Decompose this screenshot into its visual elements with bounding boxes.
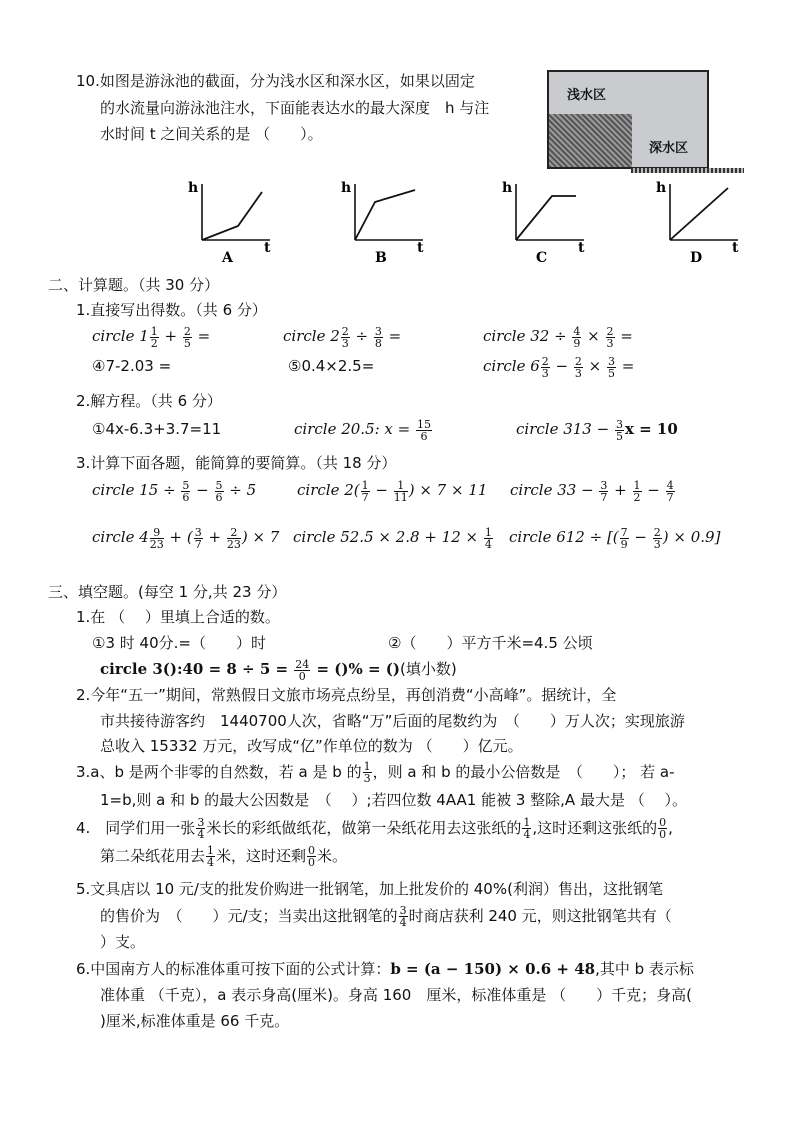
pool-shallow-floor — [549, 114, 632, 167]
s2-p1-d: ④7-2.03 = — [92, 357, 172, 375]
s3-q6-line1: 6.中国南方人的标准体重可按下面的公式计算：b = (a − 150) × 0.6 + 48,其中 b 表示标 — [76, 960, 694, 978]
s3-q4-line2: 第二朵纸花用去 $\frac{1}{4}$ 米，这时还剩 $\frac{0}{0}$ 米。 — [100, 844, 348, 869]
s2-p3-c: circle 33 − $\frac{3}{7}$ + $\frac{1}{2}$ − $\frac{4}{7}$ — [510, 478, 674, 504]
s3-q2-line2: 市共接待游客约 1440700人次，省略“万”后面的尾数约为 （ ）万人次；实现旅游 — [100, 712, 685, 730]
s3-q1-title: 1.在 （ ）里填上合适的数。 — [76, 608, 280, 626]
s2-p3-a: circle 15 ÷ $\frac{5}{6}$ − $\frac{5}{6}$ ÷ 5 — [92, 478, 257, 504]
s2-p1-b: circle 2 $\frac{2}{3}$ ÷ $\frac{3}{8}$ = — [283, 324, 402, 350]
graph-b-h: h — [341, 180, 352, 196]
s3-q5-line3: ）支。 — [100, 933, 146, 951]
s2-p3-f: circle 612 ÷ [( $\frac{7}{9}$ − $\frac{2}{3}$ ) × 0.9] — [509, 525, 721, 551]
s3-q3-line2: 1=b,则 a 和 b 的最大公因数是 （ ）;若四位数 4AA1 能被 3 整除,A 最大是 （ ）。 — [100, 791, 687, 809]
s2-p2-title: 2.解方程。（共 6 分） — [76, 392, 222, 410]
graph-c-t: t — [578, 240, 585, 256]
graph-b-t: t — [417, 240, 424, 256]
s3-q3-line1: 3.a、b 是两个非零的自然数，若 a 是 b 的 $\frac{1}{3}$ ，则 a 和 b 的最小公倍数是 （ ）； 若 a- — [76, 760, 675, 785]
s2-p1-a: circle 1 $\frac{1}{2}$ + $\frac{2}{5}$ = — [92, 324, 211, 350]
graph-b[interactable] — [333, 172, 433, 264]
graph-a[interactable] — [180, 172, 280, 264]
s3-q1-a: ①3 时 40分.=（ ）时 — [92, 634, 266, 652]
graph-d-label: D — [690, 250, 703, 264]
graph-a-h: h — [188, 180, 199, 196]
shallow-label: 浅水区 — [567, 88, 607, 103]
s3-q5-line1: 5.文具店以 10 元/支的批发价购进一批钢笔，加上批发价的 40%(利润）售出，这批钢笔 — [76, 880, 663, 898]
graph-d-curve — [670, 188, 728, 240]
s2-p3-d: circle 4 $\frac{9}{23}$ + ( $\frac{3}{7}$ + $\frac{2}{23}$ ) × 7 — [92, 525, 280, 551]
s2-p1-c: circle 32 ÷ $\frac{4}{9}$ × $\frac{2}{3}$ = — [483, 324, 633, 350]
s3-q1-c: circle 3():40 = 8 ÷ 5 = $\frac{24}{0}$ = ()% = ()(填小数) — [100, 657, 457, 683]
graph-b-label: B — [375, 250, 387, 264]
s2-p2-b: circle 20.5: x = $\frac{15}{6}$ — [294, 417, 431, 443]
graph-b-curve — [355, 190, 415, 240]
graph-c-label: C — [536, 250, 548, 264]
graph-a-label: A — [222, 250, 233, 264]
s3-q2-line1: 2.今年“五一”期间，常熟假日文旅市场亮点纷呈，再创消费“小高峰”。据统计，全 — [76, 686, 617, 704]
s3-q1-b: ②（ ）平方千米=4.5 公顷 — [388, 634, 593, 652]
s3-q2-line3: 总收入 15332 万元，改写成“亿”作单位的数为 （ ）亿元。 — [100, 737, 523, 755]
deep-label: 深水区 — [649, 141, 689, 156]
s2-p3-title: 3.计算下面各题，能简算的要简算。（共 18 分） — [76, 454, 397, 472]
s3-q6-line2: 准体重 （千克），a 表示身高(厘米)。身高 160 厘米，标准体重是 （ ）千克；身高( — [100, 986, 692, 1004]
s2-p3-b: circle 2( $\frac{1}{7}$ − $\frac{1}{11}$ ) × 7 × 11 — [297, 478, 488, 504]
s3-q5-line2: 的售价为 （ ）元/支；当卖出这批钢笔的 $\frac{3}{4}$ 时商店获利 240 元，则这批钢笔共有（ — [100, 904, 672, 929]
pool-diagram — [547, 70, 709, 169]
s3-q6-line3: )厘米,标准体重是 66 千克。 — [100, 1012, 290, 1030]
s2-p1-f: circle 6 $\frac{2}{3}$ − $\frac{2}{3}$ × $\frac{3}{5}$ = — [483, 354, 635, 380]
section3-title: 三、填空题。(每空 1 分,共 23 分） — [48, 583, 287, 601]
graph-a-t: t — [264, 240, 271, 256]
graph-c-h: h — [502, 180, 513, 196]
graph-c-curve — [516, 196, 576, 240]
graph-c[interactable] — [494, 172, 594, 264]
q10-line2: 的水流量向游泳池注水，下面能表达水的最大深度 h 与注 — [100, 99, 490, 117]
q10-line3: 水时间 t 之间关系的是 （ ）。 — [100, 125, 323, 143]
graph-d-t: t — [732, 240, 739, 256]
s2-p2-c: circle 313 − $\frac{3}{5}$ x = 10 — [516, 417, 678, 443]
graph-a-curve — [202, 192, 262, 240]
q10-line1: 10.如图是游泳池的截面，分为浅水区和深水区，如果以固定 — [76, 72, 475, 90]
s3-q4-line1: 4. 同学们用一张 $\frac{3}{4}$ 米长的彩纸做纸花，做第一朵纸花用去这张纸的 $\frac{1}{4}$ ,这时还剩这张纸的 $\frac{0}{0}$ , — [76, 816, 673, 841]
s2-p3-e: circle 52.5 × 2.8 + 12 × $\frac{1}{4}$ — [293, 525, 492, 551]
s2-p2-a: ①4x-6.3+3.7=11 — [92, 420, 222, 438]
section2-title: 二、计算题。（共 30 分） — [48, 276, 220, 294]
graph-d[interactable] — [648, 172, 748, 264]
s2-p1-title: 1.直接写出得数。（共 6 分） — [76, 301, 267, 319]
graph-d-h: h — [656, 180, 667, 196]
s2-p1-e: ⑤0.4×2.5= — [288, 357, 375, 375]
